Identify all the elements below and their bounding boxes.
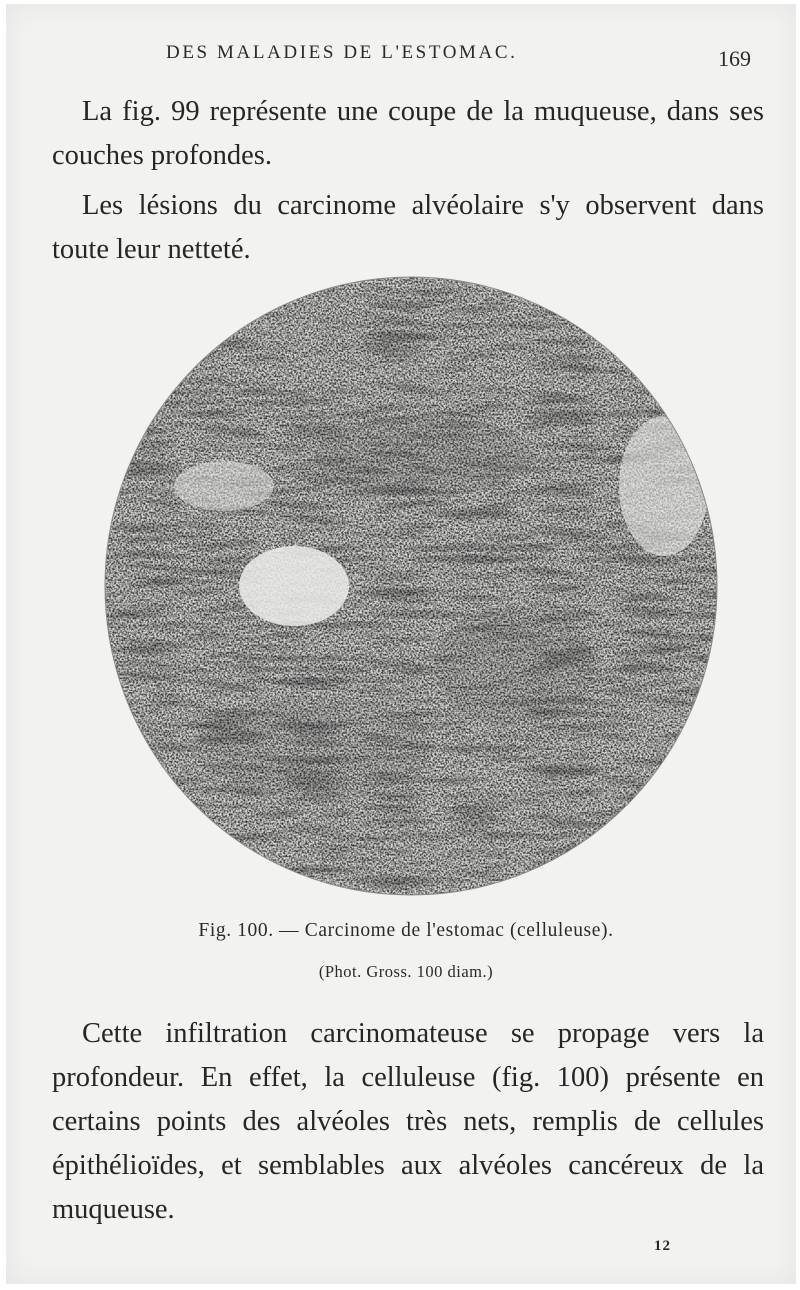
- running-title: DES MALADIES DE L'ESTOMAC.: [166, 42, 518, 63]
- paragraph-3: Cette infiltration carcinomateuse se propage vers la profondeur. En effet, la celluleuse (fig. 100) présente en certains points des alvéoles très nets, remplis de cellules épithélioïdes, et semblables aux alvéoles cancéreux de la muqueuse.: [52, 1018, 764, 1225]
- signature-mark: 12: [654, 1238, 671, 1254]
- micrograph-figure: [104, 276, 718, 896]
- paragraph-2: Les lésions du carcinome alvéolaire s'y observent dans toute leur netteté.: [52, 190, 764, 265]
- figure-caption: Fig. 100. — Carcinome de l'estomac (celluleuse).: [198, 920, 614, 941]
- figure-caption-note: (Phot. Gross. 100 diam.): [318, 962, 494, 981]
- paragraph-1: La fig. 99 représente une coupe de la muqueuse, dans ses couches profondes.: [52, 96, 764, 171]
- book-page: [6, 4, 796, 1284]
- page-number: 169: [718, 46, 751, 71]
